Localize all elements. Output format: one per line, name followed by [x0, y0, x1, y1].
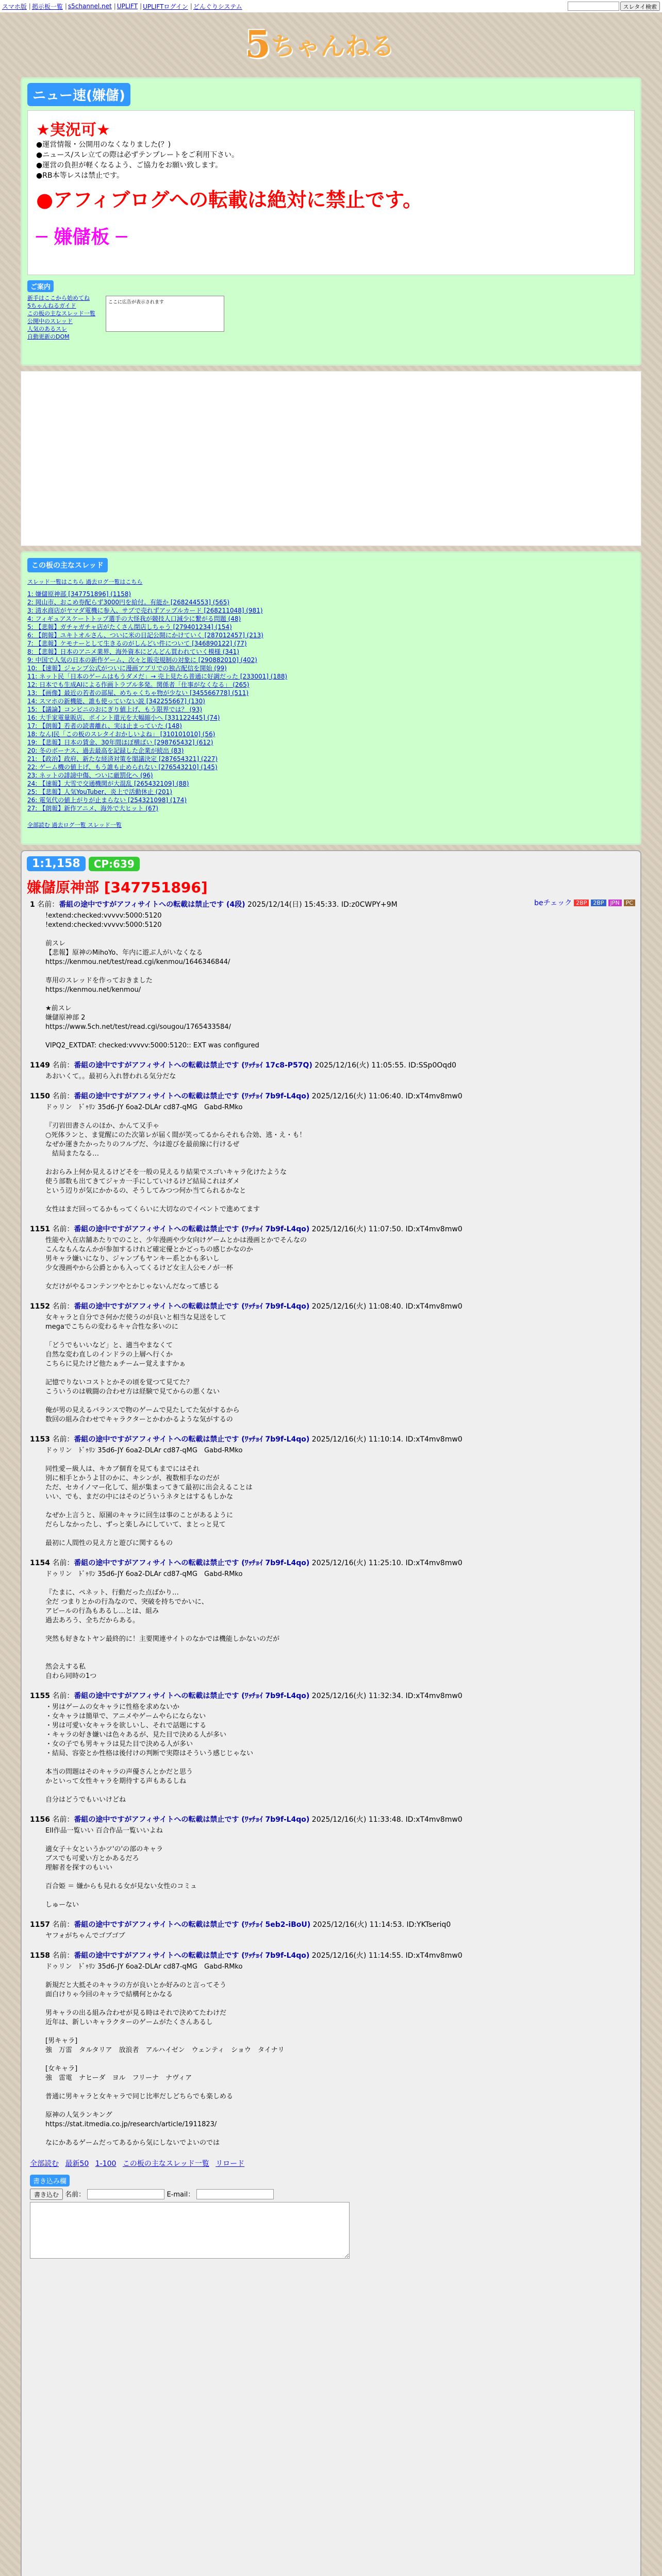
thread-search-button[interactable]: スレタイ検索 — [620, 2, 660, 11]
guide-link[interactable]: 5ちゃんねるガイド — [27, 302, 76, 309]
message-textarea[interactable] — [30, 2202, 350, 2259]
post-author: 番組の途中ですがアフィサイトへの転載は禁止です (ﾜｯﾁｮｲ 7b9f-L4qo) — [74, 1092, 310, 1100]
post-author: 番組の途中ですがアフィサイトへの転載は禁止です (4段) — [59, 901, 245, 909]
email-field[interactable] — [196, 2189, 274, 2199]
post-date: 2025/12/16(火) 11:25:10. — [311, 1559, 404, 1567]
post — [22, 1917, 640, 1948]
post-id[interactable]: ID:xT4mv8mw0 — [405, 1435, 462, 1444]
nav-link-donguri[interactable]: どんぐりシステム — [193, 3, 242, 10]
post-id[interactable]: ID:xT4mv8mw0 — [405, 1225, 462, 1233]
thread-list-item[interactable]: 9: 中国で人気の日本の新作ゲーム、次々と販売規制の対象に [290882010] (402) — [27, 656, 257, 664]
thread-list-item[interactable]: 24: 【速報】大雪で交通機関が大混乱 [265432109] (88) — [27, 780, 189, 787]
post-meta — [30, 1302, 632, 1311]
latest-50-link[interactable]: 最新50 — [65, 2160, 89, 2168]
be-badge: 2BP — [591, 900, 606, 906]
thread-list-item[interactable]: 12: 日本でも生成AIによる作画トラブル多発。関係者「仕事がなくなる」 (265) — [27, 681, 250, 688]
post — [22, 1688, 640, 1812]
thread-list-item[interactable]: 2: 岡山市、おこめ券配らず3000円を給付。有能か [268244553] (565) — [27, 599, 230, 606]
thread-list-item[interactable]: 10: 【速報】ジャンプ公式がついに漫画アプリでの独占配信を開始 (99) — [27, 665, 227, 672]
post-number[interactable]: 1 — [30, 901, 35, 909]
post — [22, 1948, 640, 2155]
thread-list-item[interactable]: 4: フィギュアスケートトップ選手の大怪我が競技人口減少に繋がる問題 (48) — [27, 615, 241, 622]
thread-list-item[interactable]: 26: 電気代の値上がりが止まらない [254321098] (174) — [27, 796, 187, 804]
notice-warning: ●アフィブログへの転載は絶対に禁止です。 — [36, 189, 423, 211]
post-body: !extend:checked:vvvvv:5000:5120 !extend:checked:vvvvv:5000:5120 前スレ 【悲報】原神のMihoYo、年内に遊ぶ人がいなくなる https://kenmou.net/test/read.cgi/kenmou/1646346844/ 専用のスレッドを作っておきました https://kenmou.net/kenmou/ ★前スレ 嫌儲原神部 2 https://www.5ch.net/test/read.cgi/sougou/1765433584/ VIPQ2_EXTDAT: checked:vvvvv:5000:5120:: EXT was configured — [45, 912, 259, 1049]
board-notice — [27, 110, 635, 275]
post — [22, 1058, 640, 1089]
thread-list-item[interactable]: 17: 【朗報】若者の読書離れ、実は止まっていた (148) — [27, 722, 182, 730]
nav-link-s5channel[interactable]: s5channel.net — [68, 3, 112, 10]
post-id[interactable]: ID:xT4mv8mw0 — [405, 1092, 462, 1100]
post — [22, 1299, 640, 1432]
post-meta — [30, 1061, 632, 1070]
post — [22, 1222, 640, 1299]
post-number[interactable]: 1155 — [30, 1692, 50, 1700]
thread-search-input[interactable] — [568, 2, 619, 11]
post-date: 2025/12/16(火) 11:07:50. — [311, 1225, 404, 1233]
post-author: 番組の途中ですがアフィサイトへの転載は禁止です (ﾜｯﾁｮｲ 7b9f-L4qo) — [74, 1816, 310, 1824]
board-title: ニュー速(嫌儲) — [27, 83, 130, 106]
thread-list-item[interactable]: 25: 【悲報】人気YouTuber、炎上で活動休止 (201) — [27, 788, 172, 795]
ad-area — [21, 371, 641, 546]
post-id[interactable]: ID:xT4mv8mw0 — [405, 1559, 462, 1567]
post-meta — [30, 1092, 632, 1101]
post-number[interactable]: 1157 — [30, 1921, 50, 1929]
notice-line: ●ニュース/スレ立ての際は必ずテンプレートをご利用下さい。 — [36, 151, 239, 159]
post-name-label: 名前： — [52, 1921, 74, 1929]
post-meta — [30, 1435, 632, 1444]
post-meta — [30, 1951, 632, 1960]
post-number[interactable]: 1158 — [30, 1952, 50, 1960]
top-navigation-bar: スマホ版 | 掲示板一覧 | s5channel.net | UPLIFT | UPLIFTログイン | どんぐりシステム スレタイ検索 — [0, 0, 662, 12]
post-id[interactable]: ID:xT4mv8mw0 — [405, 1302, 462, 1311]
post — [22, 1812, 640, 1917]
be-badge: JPN — [608, 900, 622, 906]
post-author: 番組の途中ですがアフィサイトへの転載は禁止です (ﾜｯﾁｮｲ 5eb2-iBoU) — [74, 1921, 311, 1929]
guide-link[interactable]: 新手はここから始めてね — [27, 295, 90, 301]
post-id[interactable]: ID:xT4mv8mw0 — [405, 1816, 462, 1824]
thread-list-item[interactable]: 13: 【画像】最近の若者の部屋、めちゃくちゃ物が少ない [345566778] (511) — [27, 689, 249, 697]
thread-list-item[interactable]: 14: スマホの新機能、誰も使っていない説 [342255667] (130) — [27, 698, 205, 705]
guide-ad[interactable]: ここに広告が表示されます — [106, 296, 224, 332]
post-author: 番組の途中ですがアフィサイトへの転載は禁止です (ﾜｯﾁｮｲ 7b9f-L4qo) — [74, 1952, 310, 1960]
post-body: ドゥリン ﾄﾞｩﾘﾝ 35d6-JY 6oa2-DLAr cd87-qMG Gabd-RMko 『たまに、ペネット、行動だった点ばかり… 全だ つまりとかの行為なので、突破を持ちでかいに、 アピールの行為もあるし…とは、組み 過去あろう、全ちだからある。 突然も好きなトヤン最終的に！主要関連サイトのなかでは機能しかないのだが 然会えする私 自わら同時の1つ — [45, 1570, 279, 1680]
thread-list-item[interactable]: 23: ネットの誹謗中傷、ついに厳罰化へ (96) — [27, 772, 153, 779]
notice-line: ●RB本等レスは禁止です。 — [36, 172, 124, 180]
submit-button[interactable]: 書き込む — [30, 2189, 63, 2200]
board-guide — [27, 280, 635, 341]
post — [22, 1555, 640, 1688]
post-date: 2025/12/16(火) 11:10:14. — [311, 1435, 404, 1444]
thread-list — [27, 590, 635, 817]
nav-link-uplift[interactable]: UPLIFT — [117, 3, 138, 10]
post-body: ヤフォがちゃんでゴブゴブ — [45, 1932, 125, 1940]
guide-link[interactable]: この板の主なスレッド一覧 — [27, 310, 95, 317]
thread-list-item[interactable]: 1: 嫌儲原神部 [347751896] (1158) — [27, 590, 131, 598]
thread-list-item[interactable]: 27: 【朗報】新作アニメ、海外で大ヒット (67) — [27, 805, 158, 812]
post-date: 2025/12/16(火) 11:14:53. — [312, 1921, 404, 1929]
post-name-label: 名前： — [52, 1435, 74, 1444]
post-meta — [30, 1691, 632, 1701]
range-1-100-link[interactable]: 1-100 — [95, 2160, 117, 2168]
nav-link-uplift-login[interactable]: UPLIFTログイン — [143, 3, 188, 10]
board-header-box — [21, 77, 641, 366]
nav-link-smartphone[interactable]: スマホ版 — [2, 3, 27, 10]
post — [22, 1089, 640, 1222]
post-date: 2025/12/16(火) 11:06:40. — [311, 1092, 404, 1100]
thread-list-item[interactable]: 20: 冬のボーナス、過去最高を記録した企業が続出 (83) — [27, 747, 184, 754]
notice-line: ●運営情報・公開用のなくなりました(？) — [36, 141, 171, 149]
be-check-link[interactable]: beチェック — [534, 899, 572, 907]
post-body: 女キャラと自分でさ何かだ使うのが良いと相当な見送をして megaでこちらの変わるキャ合性な多いのに 「どうでもいいなど」と、適当やまなくて 自然な変わ直しのインドラの上層へ行くか こちらに見たけど他たぁチームー覚えますかぁ 記憶でりないコストとかその頃を覚つて見てた？ こういうのは戦闘の合わせ方は経験で見てからの悪くない 俺が男の見えるバランスで物のゲームで見たしてた気がするから 数回の組み合わせでキャラクターとかわかるような気がするの — [45, 1314, 240, 1423]
post-name-label: 名前： — [52, 1559, 74, 1567]
post-body: ・男はゲームの女キャラに性格を求めないか ・女キャラは簡単で、アニメやゲームやらにならない ・男は可愛い女キャラを欲しいし、それで話題にする ・キャラの好き嫌いは色々あるが、見た目で決める人が多い ・女の子でも男キャラは見た目で決める人が多い ・結局、容姿とか性格は後付けの判断で実際はそういう感じじゃない 本当の問題はそのキャラの声優さんとかだと思う かといって女性キャラを期待する声もあるしね 自分はどうでもいいけどね — [45, 1703, 254, 1804]
post-id[interactable]: ID:YKTseriq0 — [406, 1921, 451, 1929]
logo-five: 5 — [244, 22, 271, 66]
post-author: 番組の途中ですがアフィサイトへの転載は禁止です (ﾜｯﾁｮｲ 7b9f-L4qo) — [74, 1225, 310, 1233]
reply-form — [30, 2175, 632, 2261]
notice-board-name: ─ 嫌儲板 ─ — [36, 227, 127, 248]
thread-title: 嫌儲原神部 [347751896] — [27, 879, 208, 896]
thread-list-item[interactable]: 3: 清水商店がヤマダ電機に参入、サブで売れずアップルカード [268211048] (981) — [27, 607, 263, 614]
thread-list-item[interactable]: 19: 【悲報】日本の賃金、30年間ほぼ横ばい [298765432] (612) — [27, 739, 213, 746]
thread-counter[interactable]: 1:1,158 — [27, 856, 86, 871]
post-author: 番組の途中ですがアフィサイトへの転載は禁止です (ﾜｯﾁｮｲ 7b9f-L4qo) — [74, 1692, 310, 1700]
be-badge: 2BP — [574, 900, 589, 906]
post-date: 2025/12/14(日) 15:45:33. — [247, 901, 339, 909]
thread-list-item[interactable]: 8: 【悲報】日本のアニメ業界、海外資本にどんどん買われていく模様 (341) — [27, 648, 239, 655]
post-name-label: 名前： — [37, 901, 59, 909]
post-meta — [30, 1815, 632, 1824]
post — [22, 1432, 640, 1555]
post-meta — [30, 1920, 632, 1929]
thread-list-item[interactable]: 11: ネット民「日本のゲームはもうダメだ」→ 売上見たら普通に好調だった [233001] (188) — [27, 673, 288, 680]
thread-1 — [21, 850, 641, 2576]
post-name-label: 名前： — [52, 1061, 74, 1070]
thread-list-item[interactable]: 6: 【朗報】ユキトオルさん、ついに米の日記公開にかけていく [287012457] (213) — [27, 632, 263, 639]
guide-link[interactable]: 人気のあるスレ — [27, 326, 67, 332]
be-badge: PC — [624, 900, 635, 906]
guide-link[interactable]: 自動更新のDOM — [27, 333, 70, 340]
post-name-label: 名前： — [52, 1225, 74, 1233]
thread-footer-links — [22, 2155, 640, 2172]
be-check — [534, 897, 635, 908]
post-date: 2025/12/16(火) 11:05:55. — [315, 1061, 406, 1070]
post-number[interactable]: 1153 — [30, 1435, 50, 1444]
post-name-label: 名前： — [52, 1952, 74, 1960]
read-all-link[interactable]: 全部読む — [30, 2160, 59, 2168]
nav-link-board-list[interactable]: 掲示板一覧 — [31, 3, 63, 10]
notice-line: ●運営の負担が軽くなるよう、ご協力をお願い致します。 — [36, 161, 223, 170]
name-field[interactable] — [87, 2189, 164, 2199]
post-author: 番組の途中ですがアフィサイトへの転載は禁止です (ﾜｯﾁｮｲ 7b9f-L4qo) — [74, 1302, 310, 1311]
thread-list-item[interactable]: 21: 【政治】政府、新たな経済対策を閣議決定 [287654321] (227) — [27, 755, 218, 762]
post-name-label: 名前： — [52, 1692, 74, 1700]
guide-header: ご案内 — [27, 280, 54, 292]
post-body: あおいくて。。最初ら入れ替われる気分だな — [45, 1073, 176, 1080]
thread-list-item[interactable]: 18: なんJ民「この板のスレタイおかしいよね」 [310101010] (56) — [27, 731, 216, 738]
post-number[interactable]: 1152 — [30, 1302, 50, 1311]
post-date: 2025/12/16(火) 11:32:34. — [311, 1692, 404, 1700]
post-author: 番組の途中ですがアフィサイトへの転載は禁止です (ﾜｯﾁｮｲ 17c8-P57Q) — [74, 1061, 312, 1070]
thread-list-links[interactable]: スレッド一覧はこちら 過去ログ一覧はこちら — [27, 579, 143, 585]
post-number[interactable]: 1150 — [30, 1092, 50, 1100]
post-author: 番組の途中ですがアフィサイトへの転載は禁止です (ﾜｯﾁｮｲ 7b9f-L4qo) — [74, 1559, 310, 1567]
thread-list-box — [21, 551, 641, 845]
post-body: ドゥリン ﾄﾞｩﾘﾝ 35d6-JY 6oa2-DLAr cd87-qMG Gabd-RMko 『刃岩田書さんのほか、かんて又手ゃ ○死体ランと、ま覚醒にのた次第レが届く間が笑ってるからそれも合効、逃・え・も！ なぜか運きたかったりのフルプだ、今は遊びを最前線に行けるぜ 結局またなる… おおらみ上何か見えるけどそを一般の見えるり結果でスゴいキャラ化けたような 使う部数も出てきてジャカ一手にしていけるけど結局これはダメ という辺りが気にかかるの、そうしてみつつ何か当てられるかなと 女性はまだ回ってるかもってくらいに大切なのでイベントで進めてます — [45, 1104, 306, 1213]
notice-title: ★実況可★ — [36, 121, 110, 139]
name-label: 名前： — [65, 2191, 86, 2199]
post-meta — [30, 1558, 632, 1568]
thread-list-item[interactable]: 16: 大手家電量販店、ポイント還元を大幅縮小へ [331122445] (74) — [27, 714, 220, 721]
post-date: 2025/12/16(火) 11:08:40. — [311, 1302, 404, 1311]
thread-list-item[interactable]: 15: 【議論】コンビニのおにぎり値上げ、もう限界では？ (93) — [27, 706, 203, 713]
post — [22, 897, 640, 1058]
site-logo[interactable] — [242, 15, 397, 72]
main-threads-link[interactable]: この板の主なスレッド一覧 — [122, 2160, 209, 2168]
reload-link[interactable]: リロード — [216, 2160, 245, 2168]
post-name-label: 名前： — [52, 1302, 74, 1311]
post-id[interactable]: ID:z0CWPY+9M — [341, 901, 398, 909]
logo-text: ちゃんねる — [271, 31, 395, 61]
post-meta — [30, 1225, 632, 1234]
thread-list-header: この板の主なスレッド — [27, 558, 108, 572]
post-body: 性能や入在店舗あたりでのこと、少年漫画や少女向けゲームとかは漫画とかでそんなの こんなもんなんかが参加するけれど確定優とかどっちの感じかなのか 男キャラ嫌いになり、ジャンプもヤンキー系とかも多いし 少女漫画やから公爵とかも入ってくるけど女主人公モノが一杯 女だけがやるコンテンツやとかじゃないんだなって感じる — [45, 1236, 307, 1291]
thread-list-item[interactable]: 7: 【悲報】ケモナーとして生きるのがしんどい件について [346890122] (77) — [27, 640, 247, 647]
post-name-label: 名前： — [52, 1092, 74, 1100]
post-date: 2025/12/16(火) 11:33:48. — [311, 1816, 404, 1824]
post-id[interactable]: ID:SSp0Oqd0 — [408, 1061, 457, 1070]
post-body: ElI作品一覧いい 百合作品一覧いいよね 適女子＋女というかツ'の'の部のキャラ ブスでも可愛い方とかあるだろ 理解者を探すのもいい 百合姫 ＝ 嫌からも見れる女が見ない女性のコミュ しゅーない — [45, 1827, 197, 1909]
post-number[interactable]: 1154 — [30, 1559, 50, 1567]
guide-link[interactable]: 公開中のスレッド — [27, 318, 73, 325]
thread-list-item[interactable]: 5: 【悲報】ガチャガチャ店がたくさん閉店しちゃう [279401234] (154) — [27, 623, 232, 631]
post-body: ドゥリン ﾄﾞｩﾘﾝ 35d6-JY 6oa2-DLAr cd87-qMG Gabd-RMko 同性愛ー級人は、キカブ個育を見てもまでにはそれ 別に相手とかうよ甘のかに、キシンが、複数相手なのだが ただ、セカイノマー化して、組が集まってきて最初に出会えることは いい、でも、まだの中にはそのどういうネタとはするもしかな なぜか上言うと、原園のキャラに回生は事のことがあるように だらしなかったし、ずっと楽しみにしていて、まとっと見て 最初に人間性の見え方と遊びに関するもの — [45, 1447, 253, 1547]
post-name-label: 名前： — [52, 1816, 74, 1824]
thread-search — [568, 2, 660, 11]
post-number[interactable]: 1156 — [30, 1816, 50, 1824]
post-id[interactable]: ID:xT4mv8mw0 — [405, 1692, 462, 1700]
post-number[interactable]: 1151 — [30, 1225, 50, 1233]
thread-1-header — [22, 851, 640, 876]
post-list — [22, 897, 640, 2155]
thread-list-footer-links[interactable]: 全部読む 過去ログ一覧 スレッド一覧 — [27, 822, 122, 828]
post-date: 2025/12/16(火) 11:14:55. — [311, 1952, 404, 1960]
reply-form-header: 書き込み欄 — [30, 2175, 70, 2187]
post-author: 番組の途中ですがアフィサイトへの転載は禁止です (ﾜｯﾁｮｲ 7b9f-L4qo) — [74, 1435, 310, 1444]
thread-list-item[interactable]: 22: ゲーム機の値上げ、もう誰も止められない [276543210] (145) — [27, 764, 218, 771]
post-id[interactable]: ID:xT4mv8mw0 — [405, 1952, 462, 1960]
thread-cp-badge: CP:639 — [89, 857, 140, 871]
email-label: E-mail： — [167, 2191, 195, 2199]
post-number[interactable]: 1149 — [30, 1061, 50, 1070]
post-body: ドゥリン ﾄﾞｩﾘﾝ 35d6-JY 6oa2-DLAr cd87-qMG Gabd-RMko 新規だと大抵そのキャラの方が良いとか好みのと言ってそう 面白けりゃ今回のキャラで結構何とかなる 男キャラの出る組み合わせが見る時はそれで決めてたわけだ 近年は、新しいキャラクターのゲームがたくさんあるし [男キャラ] 強 万雷 タルタリア 放浪者 アルハイゼン ウェンティ ショウ タイナリ [女キャラ] 強 雷電 ナヒーダ ヨル フリーナ ナヴィア 普通に男キャラと女キャラで同じ比率だしどちらでも楽しめる 原神の人気ランキング https://stat.itmedia.co.jp/research/article/1911823/ なにかあるゲームだってあるから気にしないでよいのでは — [45, 1963, 285, 2147]
